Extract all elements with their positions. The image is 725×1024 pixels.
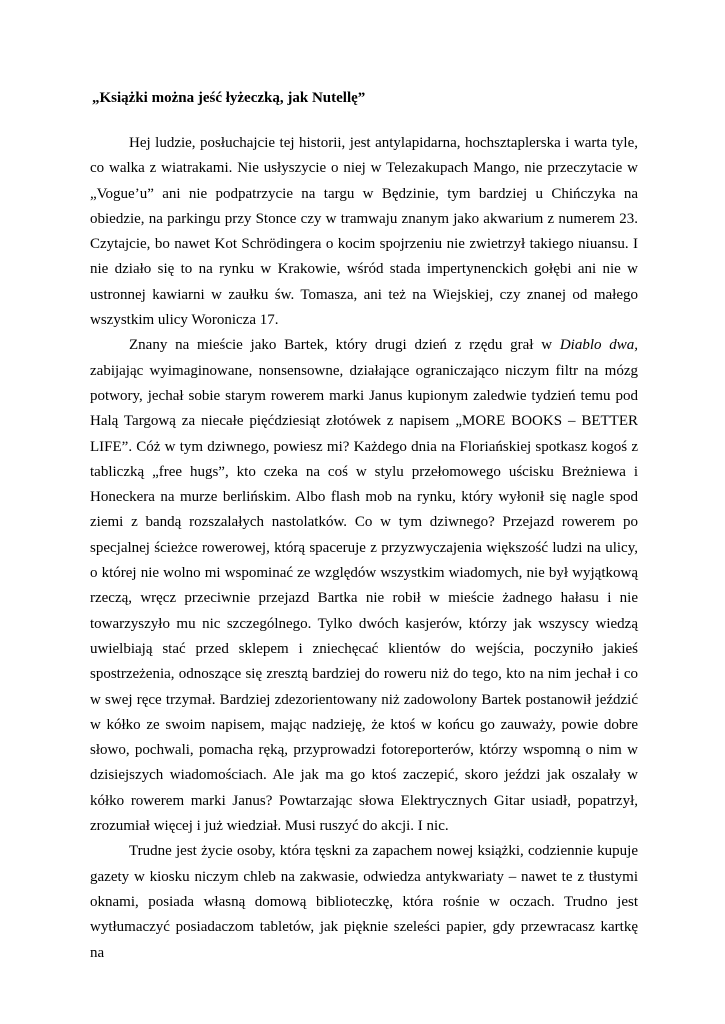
paragraph-2-text-rest: zabijając wyimaginowane, nonsensowne, działające ograniczająco niczym filtr na mózg potwory, jechał sobie starym rowerem marki Janus kupionym zaledwie tydzień temu pod Halą Targową za niecałe pięćdziesiąt złotówek z napisem „MORE BOOKS – BETTER LIFE”. Cóż w tym dziwnego, powiesz mi? Każdego dnia na Floriańskiej spotkasz kogoś z tabliczką „free hugs”, kto czeka na coś w stylu przełomowego uścisku Breżniewa i Honeckera na murze berlińskim. Albo flash mob na rynku, który wyłonił się nagle spod ziemi z bandą rozszalałych nastolatków. Co w tym dziwnego? Przejazd rowerem po specjalnej ścieżce rowerowej, którą spaceruje z przyzwyczajenia większość ludzi na ulicy, o której nie wolno mi wspominać ze względów wszystkim wiadomych, nie był wyjątkową rzeczą, wręcz przeciwnie przejazd Bartka nie robił w mieście żadnego hałasu i nie towarzyszyło mu nic szczególnego. Tylko dwóch kasjerów, którzy jak wszyscy wiedzą uwielbiają stać przed sklepem i zniechęcać klientów do wejścia, poczyniło jakieś spostrzeżenia, odnoszące się zresztą bardziej do roweru niż do tego, kto na nim jechał i co w swej ręce trzymał. Bardziej zdezorientowany niż zadowolony Bartek postanowił jeździć w kółko ze swoim napisem, mając nadzieję, że ktoś w końcu go zauważy, powie dobre słowo, pochwali, pomacha ręką, przyprowadzi fotoreporterów, którzy wspomną o nim w dzisiejszych wiadomościach. Ale jak ma go ktoś zaczepić, skoro jeździ jak oszalały w kółko rowerem marki Janus? Powtarzając słowa Elektrycznych Gitar usiadł, popatrzył, zrozumiał więcej i już wiedział. Musi ruszyć do akcji. I nic. [90,362,638,835]
document-body [90,131,638,966]
paragraph-2-text-start: Znany na mieście jako Bartek, który drugi dzień z rzędu grał w [129,337,560,354]
paragraph-3-text: Trudne jest życie osoby, która tęskni za zapachem nowej książki, codziennie kupuje gazety w kiosku niczym chleb na zakwasie, odwiedza antykwariaty – nawet te z tłustymi oknami, posiada własną domową biblioteczkę, która rośnie w oczach. Trudno jest wytłumaczyć posiadaczom tabletów, jak pięknie szeleści papier, gdy przewracasz kartkę na [90,843,638,961]
document-title: „Książki można jeść łyżeczką, jak Nutellę” [92,90,366,106]
paragraph-2 [90,333,638,839]
game-title-italic: Diablo dwa, [559,337,638,354]
paragraph-3 [90,839,638,965]
paragraph-1-text: Hej ludzie, posłuchajcie tej historii, jest antylapidarna, hochsztaplerska i warta tyle, co walka z wiatrakami. Nie usłyszycie o niej w Telezakupach Mango, nie przeczytacie w „Vogue’u” ani nie podpatrzycie na targu w Będzinie, tym bardziej u Chińczyka na obiedzie, na parkingu przy Stonce czy w tramwaju znanym jako akwarium z numerem 23. Czytajcie, bo nawet Kot Schrödingera o kocim spojrzeniu nie zwietrzył takiego niuansu. I nie działo się to na rynku w Krakowie, wśród stada impertynenckich gołębi ani nie w ustronnej kawiarni w zaułku św. Tomasza, ani też na Wiejskiej, czy znanej od małego wszystkim ulicy Woronicza 17. [90,135,638,329]
paragraph-1 [90,131,638,333]
